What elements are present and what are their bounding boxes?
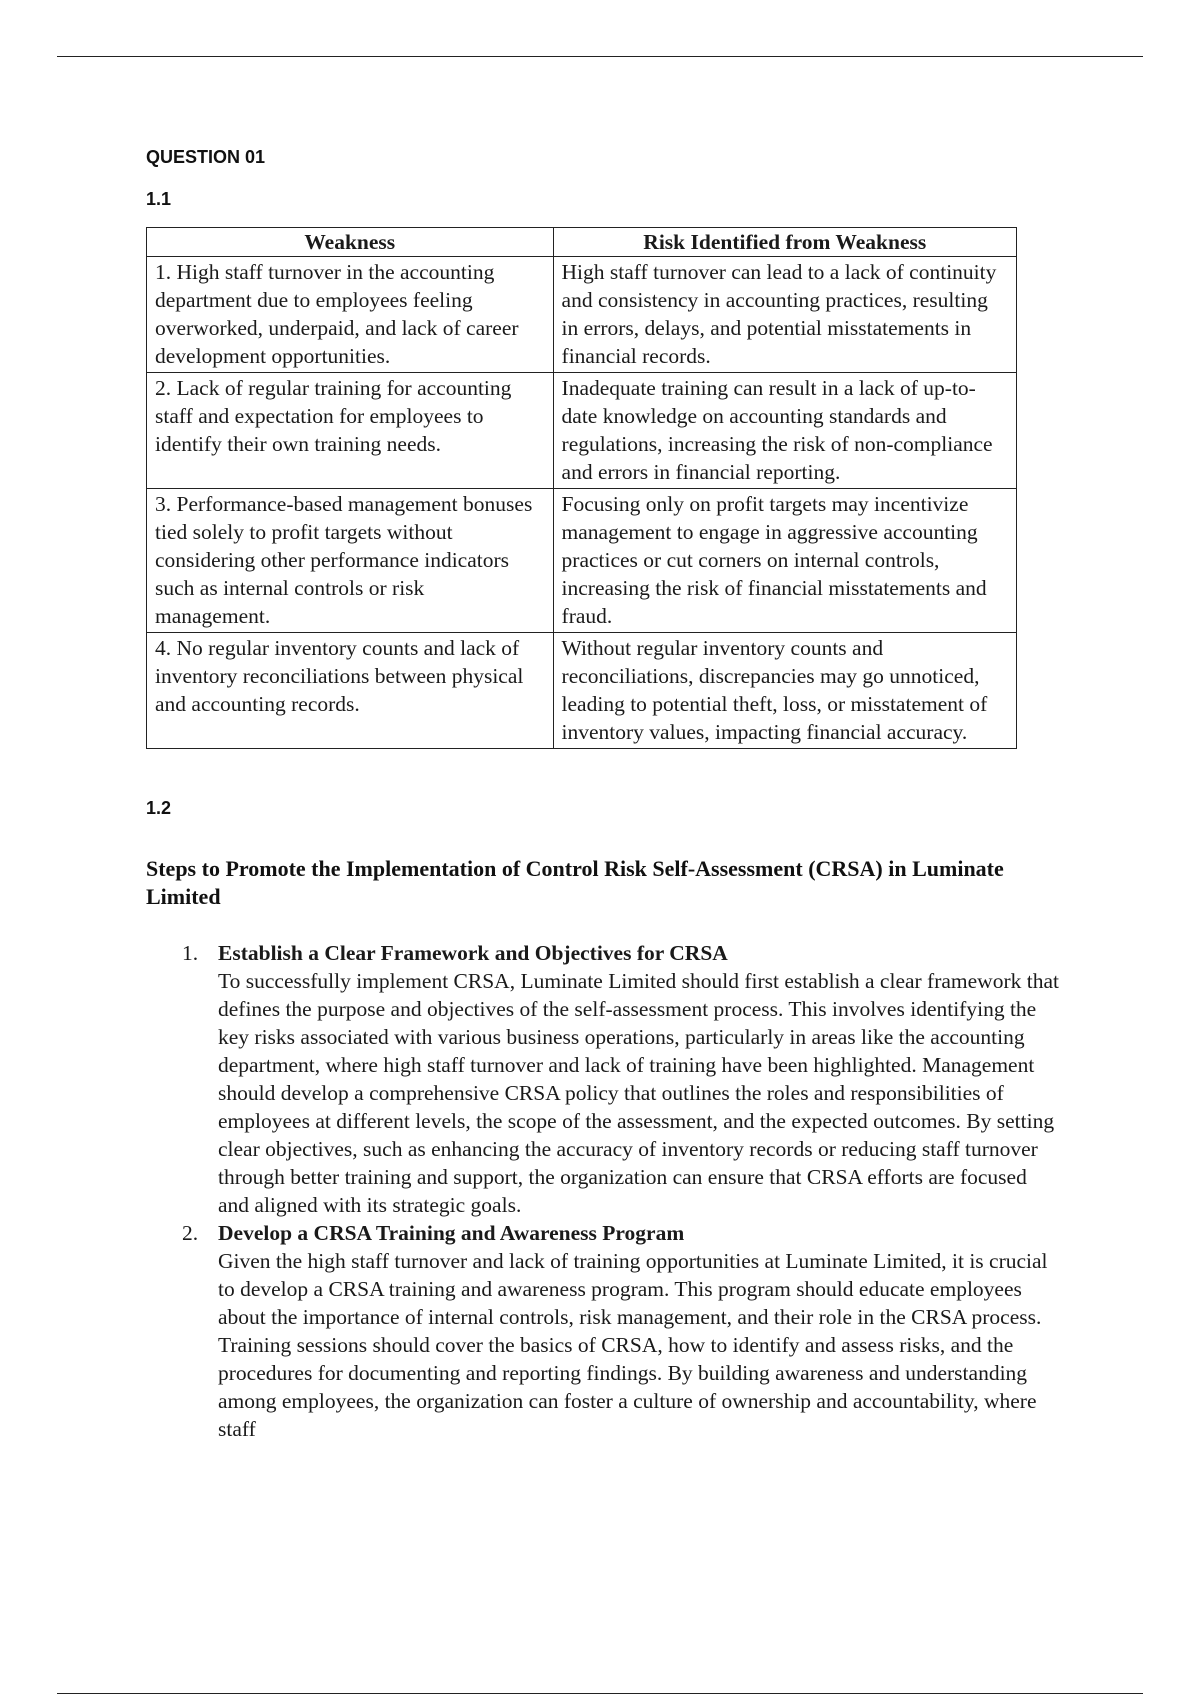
table-header-row <box>147 228 1017 257</box>
table-row <box>147 489 1017 633</box>
risk-cell: Inadequate training can result in a lack of up-to-date knowledge on accounting standards and regulations, increasing the risk of non-compliance and errors in financial reporting. <box>553 373 1016 489</box>
table-row <box>147 373 1017 489</box>
step-body: Given the high staff turnover and lack of training opportunities at Luminate Limited, it is crucial to develop a CRSA training and awareness program. This program should educate employees about the importance of internal controls, risk management, and their role in the CRSA process. Training sessions should cover the basics of CRSA, how to identify and assess risks, and the procedures for documenting and reporting findings. By building awareness and understanding among employees, the organization can foster a culture of ownership and accountability, where staff <box>218 1249 1048 1441</box>
risk-cell: Focusing only on profit targets may incentivize management to engage in aggressive accounting practices or cut corners on internal controls, increasing the risk of financial misstatements and fraud. <box>553 489 1016 633</box>
header-risk: Risk Identified from Weakness <box>553 228 1016 257</box>
step-number: 1. <box>182 941 199 965</box>
step-title: Establish a Clear Framework and Objectives for CRSA <box>218 941 728 965</box>
risk-cell: High staff turnover can lead to a lack of continuity and consistency in accounting practices, resulting in errors, delays, and potential misstatements in financial records. <box>553 257 1016 373</box>
crsa-heading: Steps to Promote the Implementation of Control Risk Self-Assessment (CRSA) in Luminate Limited <box>146 856 1004 909</box>
step-title: Develop a CRSA Training and Awareness Program <box>218 1221 685 1245</box>
table-row <box>147 257 1017 373</box>
table-row <box>147 633 1017 749</box>
step-number: 2. <box>182 1221 199 1245</box>
list-item <box>146 1219 1056 1443</box>
bottom-rule <box>57 1693 1143 1694</box>
risk-cell: Without regular inventory counts and reconciliations, discrepancies may go unnoticed, leading to potential theft, loss, or misstatement of inventory values, impacting financial accuracy. <box>553 633 1016 749</box>
section-label-1-2: 1.2 <box>146 798 172 818</box>
top-rule <box>57 56 1143 57</box>
question-title: QUESTION 01 <box>146 147 266 167</box>
header-weakness: Weakness <box>147 228 554 257</box>
weakness-cell: 3. Performance-based management bonuses tied solely to profit targets without considering other performance indicators such as internal controls or risk management. <box>147 489 554 633</box>
weakness-cell: 1. High staff turnover in the accounting department due to employees feeling overworked, underpaid, and lack of career development opportunities. <box>147 257 554 373</box>
page-content <box>146 146 1059 1443</box>
crsa-steps-list <box>146 939 1059 1443</box>
weakness-risk-table <box>146 227 1017 749</box>
section-label-1-1: 1.1 <box>146 189 172 209</box>
list-item <box>146 939 1059 1219</box>
step-body: To successfully implement CRSA, Luminate Limited should first establish a clear framework that defines the purpose and objectives of the self-assessment process. This involves identifying the key risks associated with various business operations, particularly in areas like the accounting department, where high staff turnover and lack of training have been highlighted. Management should develop a comprehensive CRSA policy that outlines the roles and responsibilities of employees at different levels, the scope of the assessment, and the expected outcomes. By setting clear objectives, such as enhancing the accuracy of inventory records or reducing staff turnover through better training and support, the organization can ensure that CRSA efforts are focused and aligned with its strategic goals. <box>218 969 1059 1217</box>
weakness-cell: 4. No regular inventory counts and lack of inventory reconciliations between physical and accounting records. <box>147 633 554 749</box>
weakness-cell: 2. Lack of regular training for accounting staff and expectation for employees to identify their own training needs. <box>147 373 554 489</box>
